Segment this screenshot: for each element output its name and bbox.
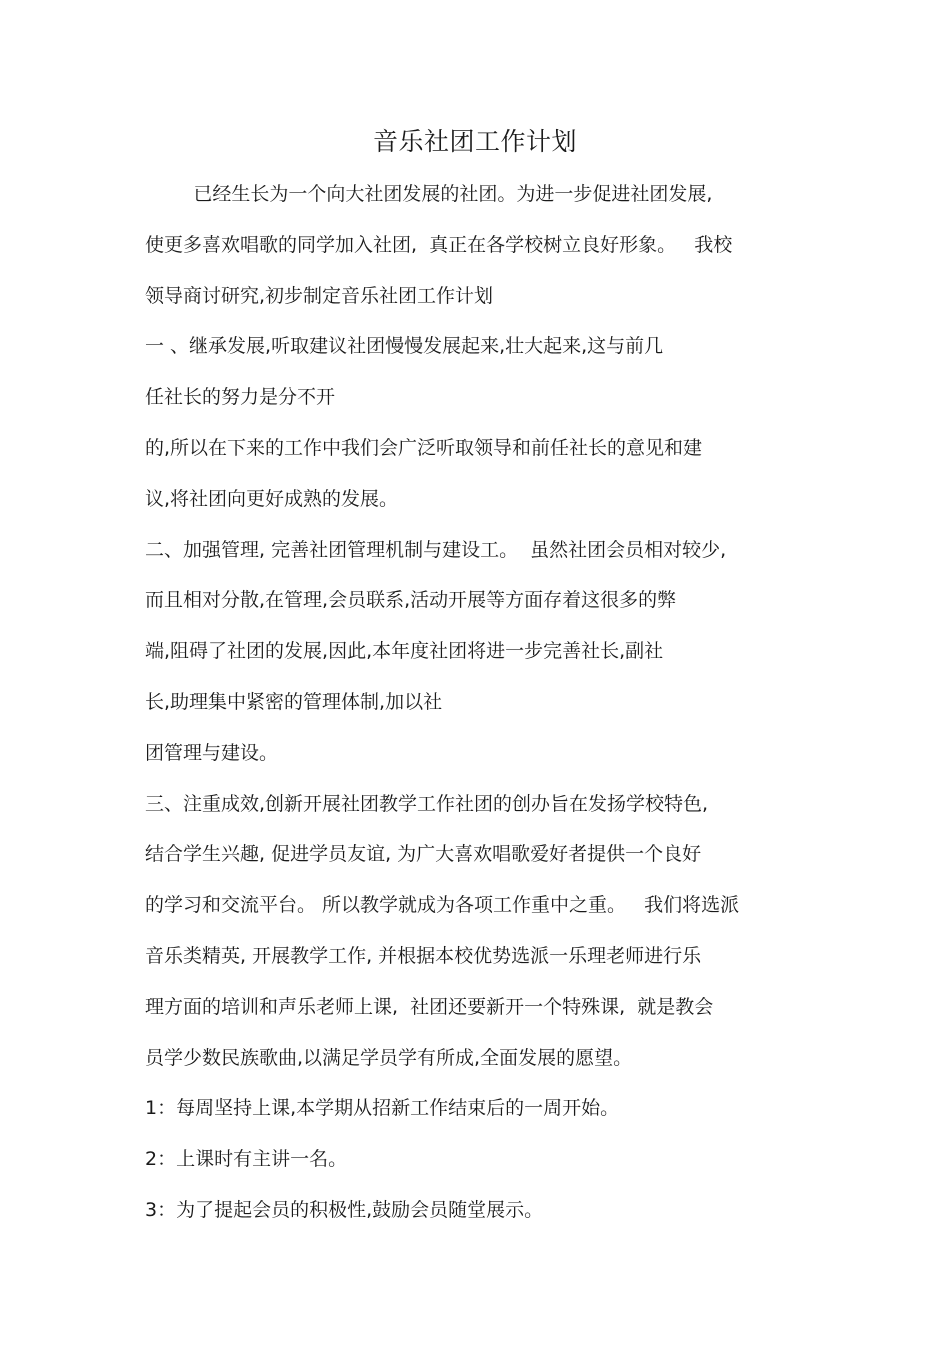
paragraph-line: 团管理与建设。 xyxy=(145,741,279,764)
document-body xyxy=(145,176,845,1243)
paragraph-line: 领导商讨研究,初步制定音乐社团工作计划 xyxy=(145,284,494,307)
paragraph-line: 理方面的培训和声乐老师上课, 社团还要新开一个特殊课, 就是教会 xyxy=(145,995,714,1018)
paragraph-line: 的学习和交流平台。 所以教学就成为各项工作重中之重。 我们将选派 xyxy=(145,894,740,917)
paragraph-line: 三、注重成效,创新开展社团教学工作社团的创办旨在发扬学校特色, xyxy=(145,792,709,815)
list-item-line: 3：为了提起会员的积极性,鼓励会员随堂展示。 xyxy=(145,1198,544,1221)
document-title: 音乐社团工作计划 xyxy=(372,127,577,156)
paragraph-line: 员学少数民族歌曲,以满足学员学有所成,全面发展的愿望。 xyxy=(145,1046,633,1069)
paragraph-line: 结合学生兴趣, 促进学员友谊, 为广大喜欢唱歌爱好者提供一个良好 xyxy=(145,843,702,866)
list-item-line: 1：每周坚持上课,本学期从招新工作结束后的一周开始。 xyxy=(145,1097,620,1120)
paragraph-line: 已经生长为一个向大社团发展的社团。为进一步促进社团发展, xyxy=(145,183,713,205)
paragraph-line: 而且相对分散,在管理,会员联系,活动开展等方面存着这很多的弊 xyxy=(145,589,677,612)
paragraph-line: 一 、继承发展,听取建议社团慢慢发展起来,壮大起来,这与前几 xyxy=(145,335,664,358)
paragraph-line: 议,将社团向更好成熟的发展。 xyxy=(145,487,399,510)
paragraph-line: 的,所以在下来的工作中我们会广泛听取领导和前任社长的意见和建 xyxy=(145,436,703,459)
list-item-line: 2：上课时有主讲一名。 xyxy=(145,1148,348,1171)
paragraph-line: 音乐类精英, 开展教学工作, 并根据本校优势选派一乐理老师进行乐 xyxy=(145,944,702,967)
paragraph-line: 使更多喜欢唱歌的同学加入社团, 真正在各学校树立良好形象。 我校 xyxy=(145,233,733,256)
paragraph-line: 任社长的努力是分不开 xyxy=(145,386,336,409)
paragraph-line: 长,助理集中紧密的管理体制,加以社 xyxy=(145,690,443,713)
paragraph-line: 二、加强管理, 完善社团管理机制与建设工。 虽然社团会员相对较少, xyxy=(145,538,727,561)
paragraph-line: 端,阻碍了社团的发展,因此,本年度社团将进一步完善社长,副社 xyxy=(145,640,664,663)
